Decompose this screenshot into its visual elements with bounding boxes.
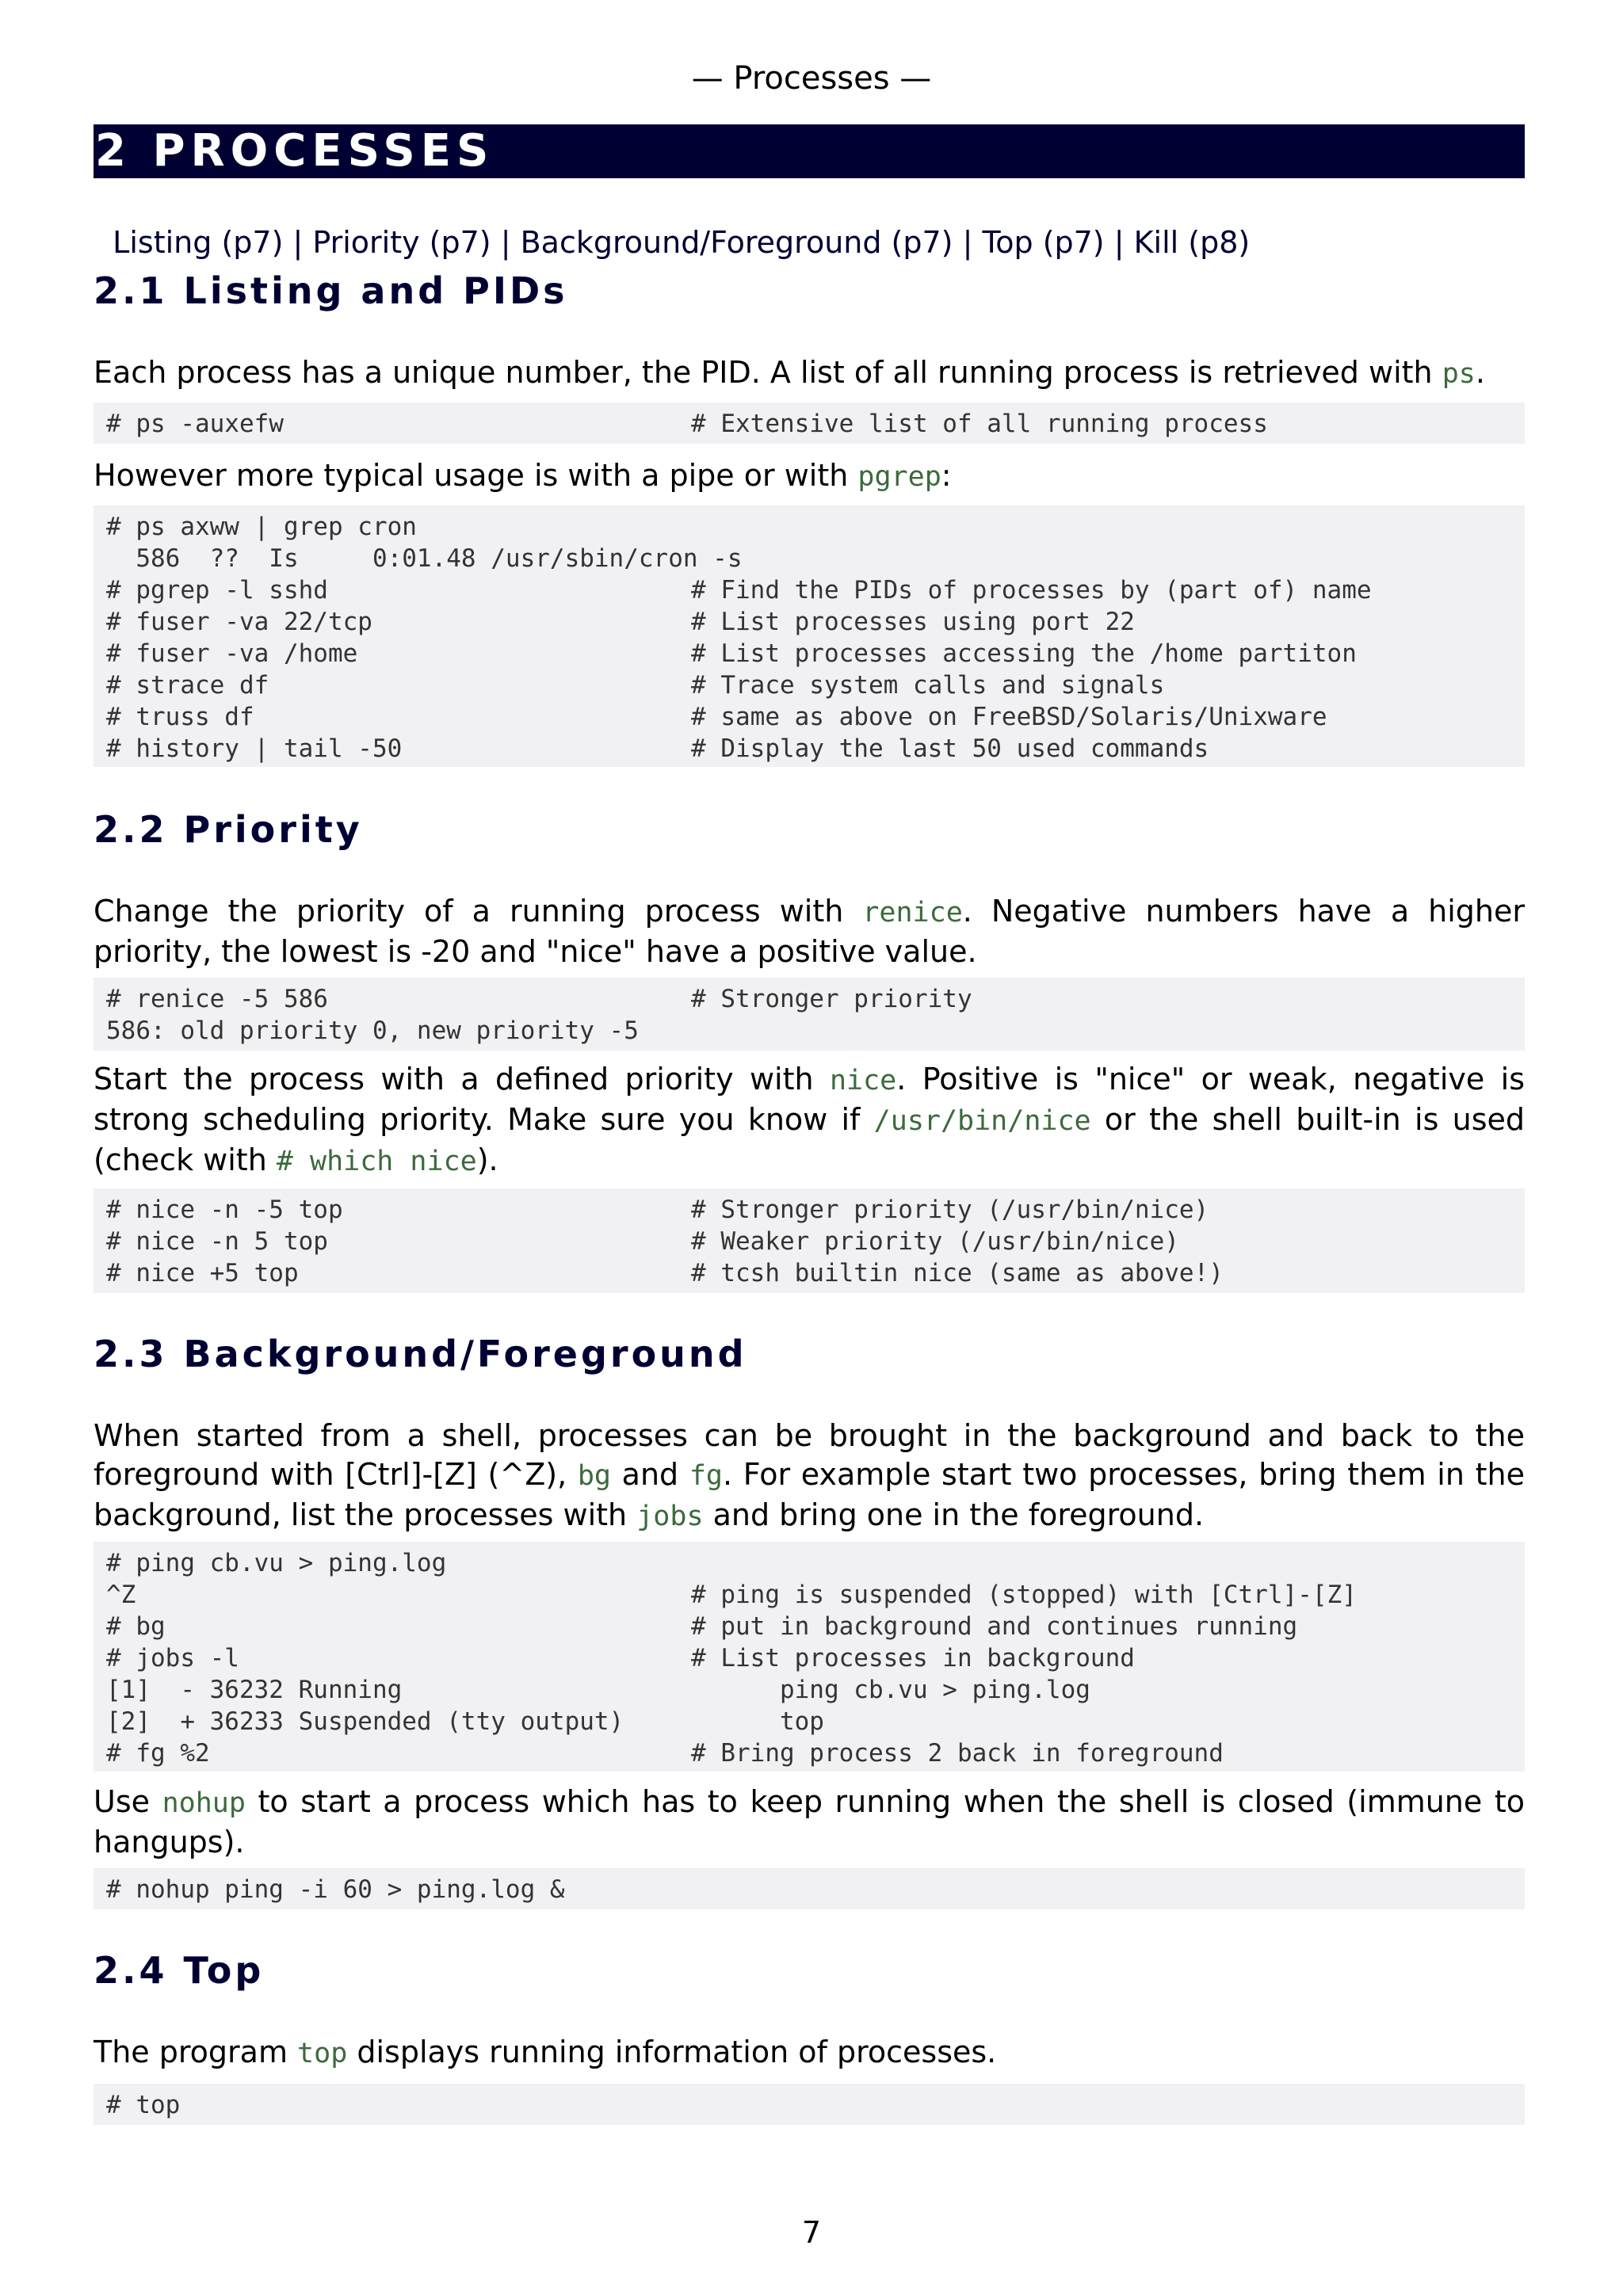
code-line: # fg %2 # Bring process 2 back in foreground xyxy=(106,1739,1224,1768)
paragraph: Change the priority of a running process with renice. Negative numbers have a higher priority, the lowest is -20 and "nice" have a positive value. xyxy=(94,894,1525,969)
inline-code: # which nice xyxy=(276,1146,477,1177)
paragraph: However more typical usage is with a pipe or with pgrep: xyxy=(94,458,952,493)
paragraph: Use nohup to start a process which has to keep running when the shell is closed (immune to hangups). xyxy=(94,1784,1525,1859)
toc-separator: | xyxy=(1104,225,1134,260)
code-line: # nohup ping -i 60 > ping.log & xyxy=(106,1875,565,1904)
toc-separator: | xyxy=(491,225,521,260)
inline-code: pgrep xyxy=(857,461,941,493)
code-line: [1] - 36232 Running ping cb.vu > ping.log xyxy=(106,1676,1090,1704)
code-block xyxy=(94,978,1525,1051)
code-line: # nice -n 5 top # Weaker priority (/usr/bin/nice) xyxy=(106,1227,1179,1256)
inline-code: ps xyxy=(1442,358,1476,390)
paragraph: When started from a shell, processes can be brought in the background and back to the foreground with [Ctrl]-[Z] (^Z), bg and fg. For example start two processes, bring them in the background, list the processes with jobs and bring one in the foreground. xyxy=(94,1418,1525,1532)
toc-separator: | xyxy=(953,225,983,260)
section-title-listing: 2.1 Listing and PIDs xyxy=(94,269,568,312)
toc-link-top[interactable]: Top (p7) xyxy=(982,225,1105,260)
inline-code: top xyxy=(297,2038,348,2069)
code-line: 586: old priority 0, new priority -5 xyxy=(106,1016,639,1045)
section-title-priority: 2.2 Priority xyxy=(94,808,363,851)
page-number: 7 xyxy=(801,2215,822,2250)
toc-link-background-foreground[interactable]: Background/Foreground (p7) xyxy=(520,225,953,260)
code-line: # pgrep -l sshd # Find the PIDs of processes by (part of) name xyxy=(106,576,1372,605)
code-line: # nice +5 top # tcsh builtin nice (same as above!) xyxy=(106,1259,1224,1287)
code-block xyxy=(94,1542,1525,1772)
inline-code: bg xyxy=(577,1460,611,1492)
code-line: # strace df # Trace system calls and signals xyxy=(106,671,1165,700)
code-line: # top xyxy=(106,2091,181,2119)
code-line: ^Z # ping is suspended (stopped) with [Ctrl]-[Z] xyxy=(106,1581,1357,1609)
code-block xyxy=(94,1188,1525,1293)
code-line: # renice -5 586 # Stronger priority xyxy=(106,985,972,1013)
toc-separator: | xyxy=(283,225,313,260)
code-line: # bg # put in background and continues running xyxy=(106,1612,1298,1641)
toc-link-kill[interactable]: Kill (p8) xyxy=(1133,225,1251,260)
inline-code: jobs xyxy=(636,1501,704,1532)
section-title-top: 2.4 Top xyxy=(94,1949,265,1992)
inline-code: /usr/bin/nice xyxy=(873,1105,1091,1137)
code-line: # ping cb.vu > ping.log xyxy=(106,1549,447,1577)
code-line: # ps axww | grep cron xyxy=(106,513,417,541)
code-line: # fuser -va /home # List processes accessing the /home partiton xyxy=(106,639,1357,668)
running-header: — Processes — xyxy=(691,60,932,97)
code-line: # ps -auxefw # Extensive list of all running process xyxy=(106,410,1268,438)
code-block xyxy=(94,2084,1525,2125)
code-block xyxy=(94,505,1525,767)
code-line: # nice -n -5 top # Stronger priority (/usr/bin/nice) xyxy=(106,1196,1209,1224)
code-line: # jobs -l # List processes in background xyxy=(106,1644,1135,1672)
toc-link-priority[interactable]: Priority (p7) xyxy=(312,225,491,260)
code-line: # fuser -va 22/tcp # List processes using port 22 xyxy=(106,608,1135,636)
toc-links xyxy=(94,190,1250,260)
paragraph: The program top displays running information of processes. xyxy=(94,2035,997,2069)
inline-code: fg xyxy=(689,1460,723,1492)
paragraph: Start the process with a defined priority with nice. Positive is "nice" or weak, negative is strong scheduling priority. Make sure you know if /usr/bin/nice or the shell built-in is used (check with # which nice). xyxy=(94,1062,1526,1177)
code-line: 586 ?? Is 0:01.48 /usr/sbin/cron -s xyxy=(106,544,743,573)
chapter-title: 2 PROCESSES xyxy=(94,124,1525,178)
toc-link-listing[interactable]: Listing (p7) xyxy=(113,225,284,260)
code-line: # history | tail -50 # Display the last 50 used commands xyxy=(106,734,1209,763)
inline-code: nice xyxy=(829,1065,897,1097)
inline-code: renice xyxy=(862,897,963,929)
inline-code: nohup xyxy=(162,1787,246,1819)
code-block xyxy=(94,1868,1525,1909)
code-line: # truss df # same as above on FreeBSD/Solaris/Unixware xyxy=(106,703,1327,731)
paragraph: Each process has a unique number, the PID. A list of all running process is retrieved with ps. xyxy=(94,355,1485,390)
code-block xyxy=(94,402,1525,444)
code-line: [2] + 36233 Suspended (tty output) top xyxy=(106,1707,824,1736)
section-title-background-foreground: 2.3 Background/Foreground xyxy=(94,1333,747,1375)
